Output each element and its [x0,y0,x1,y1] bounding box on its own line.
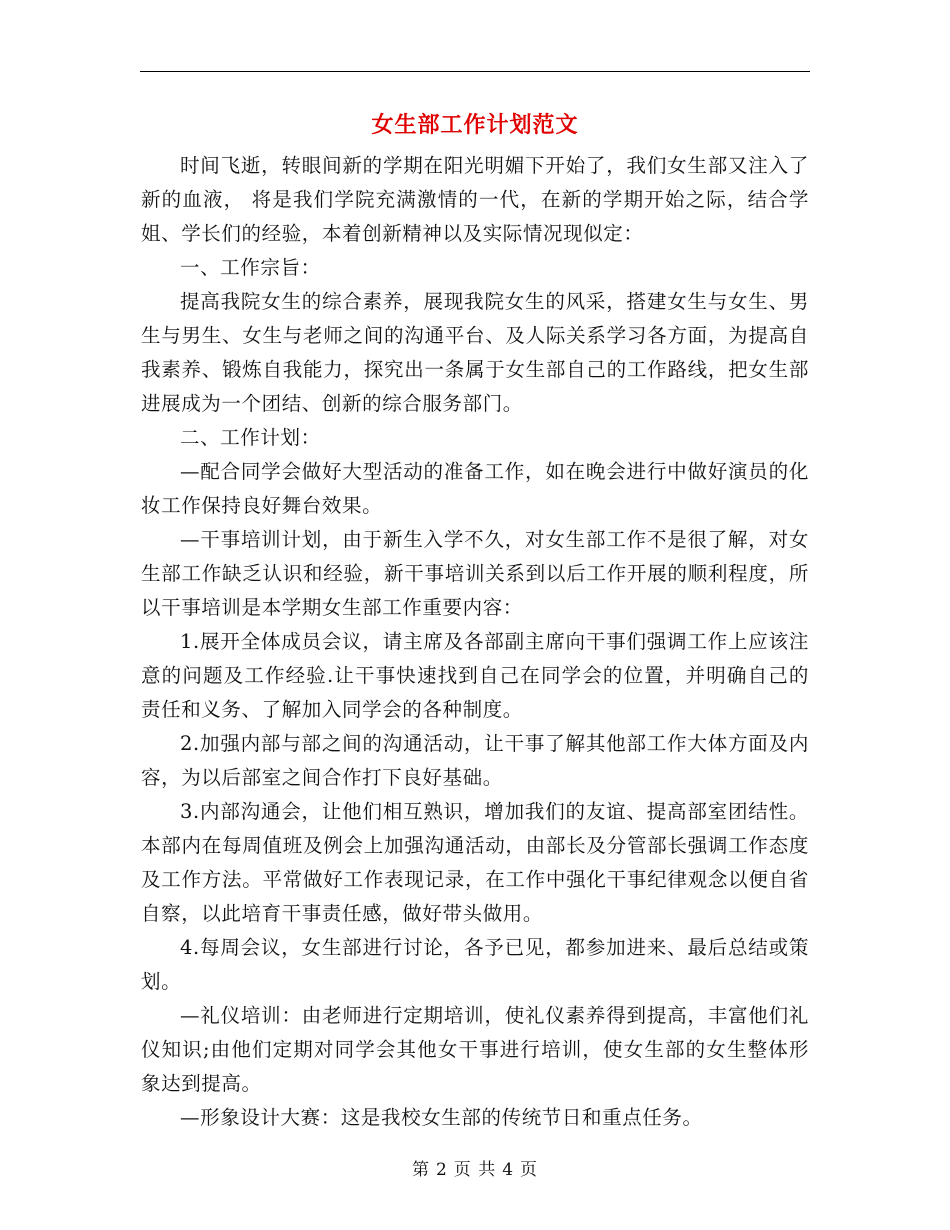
paragraph-purpose: 提高我院女生的综合素养，展现我院女生的风采，搭建女生与女生、男生与男生、女生与老师之间的沟通平台、及人际关系学习各方面，为提高自我素养、锻炼自我能力，探究出一条属于女生部自己的工作路线，把女生部进展成为一个团结、创新的综合服务部门。 [141,290,809,415]
section-heading-purpose: 一、工作宗旨： [180,256,321,279]
list-item-3: 3.内部沟通会，让他们相互熟识，增加我们的友谊、提高部室团结性。本部内在每周值班及例会上加强沟通活动，由部长及分管部长强调工作态度及工作方法。平常做好工作表现记录，在工作中强化干事纪律观念以便自省自察，以此培育干事责任感，做好带头做用。 [141,800,809,925]
footer-page-prefix: 第 [411,1160,430,1180]
list-item-4: 4.每周会议，女生部进行讨论，各予已见，都参加进来、最后总结或策划。 [141,936,809,993]
footer-page-total: 4 [502,1160,515,1180]
section-heading-plan: 二、工作计划： [180,426,321,449]
document-body [141,149,809,1135]
page-footer [0,1155,950,1180]
paragraph-intro: 时间飞逝，转眼间新的学期在阳光明媚下开始了，我们女生部又注入了新的血液， 将是我们学院充满激情的一代，在新的学期开始之际，结合学姐、学长们的经验，本着创新精神以及实际情况现似定： [141,154,809,245]
paragraph-etiquette: —礼仪培训：由老师进行定期培训，使礼仪素养得到提高，丰富他们礼仪知识;由他们定期对同学会其他女干事进行培训，使女生部的女生整体形象达到提高。 [141,1004,809,1095]
header-rule [140,71,810,72]
footer-page-mid: 页 共 [453,1160,497,1180]
footer-page-suffix: 页 [520,1160,539,1180]
list-item-1: 1.展开全体成员会议，请主席及各部副主席向干事们强调工作上应该注意的问题及工作经验.让干事快速找到自己在同学会的位置，并明确自己的责任和义务、了解加入同学会的各种制度。 [141,630,809,721]
document-title: 女生部工作计划范文 [371,112,579,138]
paragraph-plan-events: —配合同学会做好大型活动的准备工作，如在晚会进行中做好演员的化妆工作保持良好舞台效果。 [141,460,809,517]
paragraph-plan-training: —干事培训计划，由于新生入学不久，对女生部工作不是很了解，对女生部工作缺乏认识和经验，新干事培训关系到以后工作开展的顺利程度，所以干事培训是本学期女生部工作重要内容： [141,528,809,619]
list-item-2: 2.加强内部与部之间的沟通活动，让干事了解其他部工作大体方面及内容，为以后部室之间合作打下良好基础。 [141,732,809,789]
footer-page-current: 2 [435,1160,448,1180]
paragraph-image-contest: —形象设计大赛：这是我校女生部的传统节日和重点任务。 [180,1106,703,1129]
